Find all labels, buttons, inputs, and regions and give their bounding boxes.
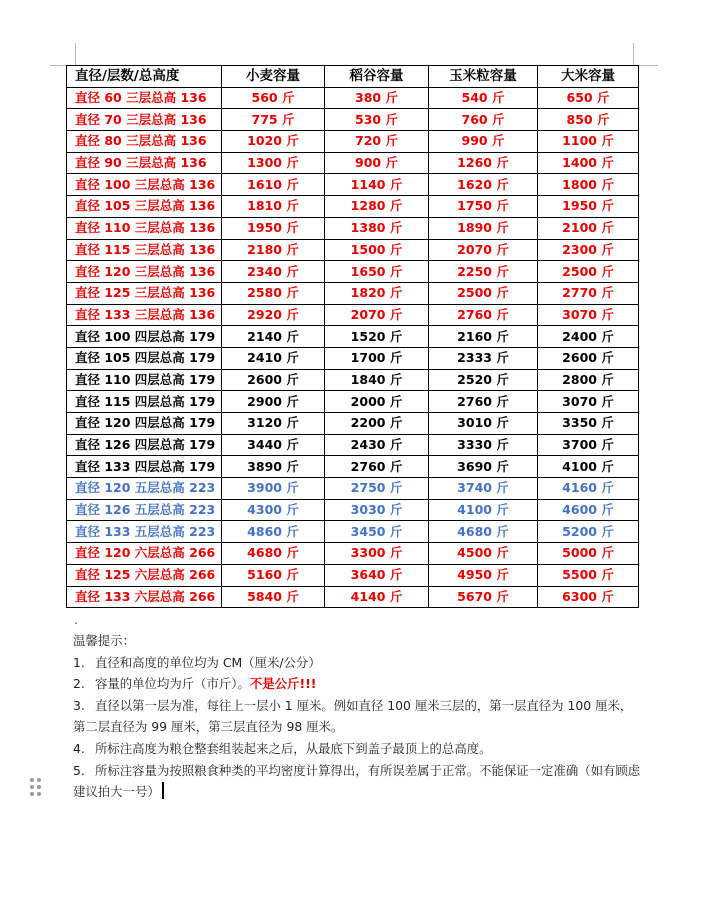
table-row (67, 326, 639, 348)
capacity-cell: 540 斤 (429, 87, 538, 109)
capacity-cell: 3640 斤 (325, 564, 429, 586)
capacity-cell: 4950 斤 (429, 564, 538, 586)
table-row (67, 369, 639, 391)
capacity-cell: 2140 斤 (222, 326, 325, 348)
table-row (67, 109, 639, 131)
capacity-cell: 560 斤 (222, 87, 325, 109)
capacity-cell: 650 斤 (538, 87, 639, 109)
table-row (67, 434, 639, 456)
table-row (67, 87, 639, 109)
capacity-cell: 3450 斤 (325, 521, 429, 543)
capacity-cell: 2400 斤 (538, 326, 639, 348)
capacity-cell: 2333 斤 (429, 347, 538, 369)
capacity-cell: 3070 斤 (538, 304, 639, 326)
tip-number: 5. (73, 762, 85, 778)
capacity-cell: 6300 斤 (538, 586, 639, 608)
tip-text: 直径以第一层为准，每往上一层小 1 厘米。例如直径 100 厘米三层的，第一层直径为 100 厘米，第二层直径为 99 厘米，第三层直径为 98 厘米。 (73, 697, 633, 735)
spec-cell: 直径 110 四层总高 179 (67, 369, 222, 391)
capacity-cell: 2200 斤 (325, 413, 429, 435)
spec-cell: 直径 125 六层总高 266 (67, 564, 222, 586)
table-row (67, 347, 639, 369)
capacity-cell: 4100 斤 (538, 456, 639, 478)
capacity-cell: 1810 斤 (222, 196, 325, 218)
capacity-cell: 4600 斤 (538, 499, 639, 521)
capacity-cell: 2250 斤 (429, 261, 538, 283)
tip-text: 容量的单位均为斤（市斤）。 (95, 676, 250, 692)
spec-cell: 直径 133 五层总高 223 (67, 521, 222, 543)
capacity-cell: 1620 斤 (429, 174, 538, 196)
capacity-cell: 3120 斤 (222, 413, 325, 435)
table-row (67, 196, 639, 218)
table-row (67, 261, 639, 283)
capacity-cell: 1400 斤 (538, 152, 639, 174)
spec-cell: 直径 133 四层总高 179 (67, 456, 222, 478)
capacity-cell: 1260 斤 (429, 152, 538, 174)
spec-cell: 直径 110 三层总高 136 (67, 217, 222, 239)
capacity-cell: 1380 斤 (325, 217, 429, 239)
capacity-cell: 1950 斤 (222, 217, 325, 239)
table-row (67, 478, 639, 500)
capacity-cell: 5670 斤 (429, 586, 538, 608)
table-row (67, 217, 639, 239)
capacity-table (66, 65, 639, 608)
capacity-cell: 2500 斤 (429, 282, 538, 304)
capacity-cell: 3740 斤 (429, 478, 538, 500)
capacity-cell: 2760 斤 (429, 304, 538, 326)
capacity-cell: 760 斤 (429, 109, 538, 131)
capacity-cell: 990 斤 (429, 131, 538, 153)
capacity-cell: 2180 斤 (222, 239, 325, 261)
capacity-cell: 3330 斤 (429, 434, 538, 456)
header-cell: 大米容量 (538, 66, 639, 88)
tip-item-2 (73, 673, 643, 695)
table-row (67, 499, 639, 521)
table-row (67, 304, 639, 326)
table-header-row (67, 66, 639, 88)
table-row (67, 131, 639, 153)
capacity-cell: 1950 斤 (538, 196, 639, 218)
spec-cell: 直径 60 三层总高 136 (67, 87, 222, 109)
capacity-cell: 2340 斤 (222, 261, 325, 283)
capacity-cell: 5000 斤 (538, 543, 639, 565)
capacity-cell: 1700 斤 (325, 347, 429, 369)
spec-cell: 直径 105 三层总高 136 (67, 196, 222, 218)
table-row (67, 152, 639, 174)
capacity-cell: 2580 斤 (222, 282, 325, 304)
capacity-cell: 1020 斤 (222, 131, 325, 153)
capacity-cell: 2070 斤 (325, 304, 429, 326)
header-cell: 玉米粒容量 (429, 66, 538, 88)
capacity-cell: 2770 斤 (538, 282, 639, 304)
capacity-cell: 1520 斤 (325, 326, 429, 348)
tip-item-4 (73, 738, 643, 760)
spec-cell: 直径 115 四层总高 179 (67, 391, 222, 413)
capacity-cell: 530 斤 (325, 109, 429, 131)
tip-number: 4. (73, 740, 85, 756)
tip-warning: 不是公斤!!! (249, 676, 317, 692)
capacity-cell: 4140 斤 (325, 586, 429, 608)
empty-paragraph-mark: . (74, 613, 78, 627)
table-row (67, 413, 639, 435)
table-row (67, 521, 639, 543)
spec-cell: 直径 120 五层总高 223 (67, 478, 222, 500)
header-cell: 直径/层数/总高度 (67, 66, 222, 88)
capacity-cell: 5160 斤 (222, 564, 325, 586)
tip-text: 所标注容量为按照粮食种类的平均密度计算得出，有所误差属于正常。不能保证一定准确（如有顾虑建议拍大一号） (73, 762, 641, 800)
capacity-cell: 2430 斤 (325, 434, 429, 456)
tip-item-1 (73, 652, 643, 674)
tip-text: 所标注高度为粮仓整套组装起来之后，从最底下到盖子最顶上的总高度。 (95, 740, 492, 756)
capacity-cell: 2500 斤 (538, 261, 639, 283)
capacity-cell: 1800 斤 (538, 174, 639, 196)
capacity-cell: 2100 斤 (538, 217, 639, 239)
tip-text: 直径和高度的单位均为 CM（厘米/公分） (95, 654, 321, 670)
spec-cell: 直径 125 三层总高 136 (67, 282, 222, 304)
table-row (67, 564, 639, 586)
capacity-cell: 3010 斤 (429, 413, 538, 435)
tip-item-5 (73, 760, 643, 803)
capacity-cell: 3700 斤 (538, 434, 639, 456)
capacity-cell: 775 斤 (222, 109, 325, 131)
tips-section (73, 630, 643, 803)
capacity-cell: 720 斤 (325, 131, 429, 153)
spec-cell: 直径 105 四层总高 179 (67, 347, 222, 369)
capacity-cell: 5500 斤 (538, 564, 639, 586)
capacity-cell: 2920 斤 (222, 304, 325, 326)
table-row (67, 239, 639, 261)
capacity-cell: 1840 斤 (325, 369, 429, 391)
spec-cell: 直径 90 三层总高 136 (67, 152, 222, 174)
capacity-cell: 3690 斤 (429, 456, 538, 478)
margin-guide-left (75, 43, 76, 65)
capacity-cell: 3350 斤 (538, 413, 639, 435)
capacity-cell: 4680 斤 (222, 543, 325, 565)
spec-cell: 直径 126 四层总高 179 (67, 434, 222, 456)
capacity-cell: 3890 斤 (222, 456, 325, 478)
capacity-cell: 2160 斤 (429, 326, 538, 348)
capacity-cell: 4860 斤 (222, 521, 325, 543)
capacity-cell: 2600 斤 (222, 369, 325, 391)
spec-cell: 直径 120 六层总高 266 (67, 543, 222, 565)
tip-item-3 (73, 695, 643, 738)
capacity-cell: 1750 斤 (429, 196, 538, 218)
capacity-cell: 1890 斤 (429, 217, 538, 239)
capacity-cell: 2760 斤 (429, 391, 538, 413)
capacity-cell: 3900 斤 (222, 478, 325, 500)
spec-cell: 直径 126 五层总高 223 (67, 499, 222, 521)
capacity-cell: 1650 斤 (325, 261, 429, 283)
header-cell: 稻谷容量 (325, 66, 429, 88)
text-cursor (162, 782, 164, 799)
tip-number: 3. (73, 697, 85, 713)
capacity-cell: 5840 斤 (222, 586, 325, 608)
capacity-cell: 1500 斤 (325, 239, 429, 261)
table-body (67, 87, 639, 608)
capacity-cell: 1820 斤 (325, 282, 429, 304)
capacity-cell: 4500 斤 (429, 543, 538, 565)
margin-guide-right (633, 43, 634, 65)
table-row (67, 543, 639, 565)
capacity-cell: 1300 斤 (222, 152, 325, 174)
capacity-cell: 4160 斤 (538, 478, 639, 500)
capacity-cell: 1280 斤 (325, 196, 429, 218)
capacity-cell: 2070 斤 (429, 239, 538, 261)
spec-cell: 直径 100 三层总高 136 (67, 174, 222, 196)
spec-cell: 直径 100 四层总高 179 (67, 326, 222, 348)
capacity-cell: 1610 斤 (222, 174, 325, 196)
capacity-cell: 4100 斤 (429, 499, 538, 521)
table-row (67, 282, 639, 304)
spec-cell: 直径 80 三层总高 136 (67, 131, 222, 153)
table-row (67, 391, 639, 413)
capacity-cell: 2900 斤 (222, 391, 325, 413)
capacity-cell: 380 斤 (325, 87, 429, 109)
spec-cell: 直径 133 三层总高 136 (67, 304, 222, 326)
capacity-cell: 5200 斤 (538, 521, 639, 543)
capacity-cell: 2000 斤 (325, 391, 429, 413)
capacity-cell: 2760 斤 (325, 456, 429, 478)
tips-title: 温馨提示： (73, 633, 135, 648)
table-row (67, 586, 639, 608)
capacity-cell: 1100 斤 (538, 131, 639, 153)
capacity-cell: 2600 斤 (538, 347, 639, 369)
table-row (67, 174, 639, 196)
spec-cell: 直径 70 三层总高 136 (67, 109, 222, 131)
capacity-cell: 1140 斤 (325, 174, 429, 196)
capacity-cell: 850 斤 (538, 109, 639, 131)
capacity-cell: 3300 斤 (325, 543, 429, 565)
drag-handle-icon[interactable] (30, 778, 42, 798)
spec-cell: 直径 120 四层总高 179 (67, 413, 222, 435)
capacity-cell: 2750 斤 (325, 478, 429, 500)
capacity-cell: 3440 斤 (222, 434, 325, 456)
table-row (67, 456, 639, 478)
spec-cell: 直径 133 六层总高 266 (67, 586, 222, 608)
capacity-cell: 3030 斤 (325, 499, 429, 521)
capacity-cell: 3070 斤 (538, 391, 639, 413)
capacity-cell: 4300 斤 (222, 499, 325, 521)
capacity-cell: 2410 斤 (222, 347, 325, 369)
capacity-cell: 900 斤 (325, 152, 429, 174)
header-cell: 小麦容量 (222, 66, 325, 88)
spec-cell: 直径 115 三层总高 136 (67, 239, 222, 261)
capacity-cell: 2800 斤 (538, 369, 639, 391)
capacity-cell: 4680 斤 (429, 521, 538, 543)
spec-cell: 直径 120 三层总高 136 (67, 261, 222, 283)
capacity-cell: 2300 斤 (538, 239, 639, 261)
tip-number: 2. (73, 676, 85, 692)
tip-number: 1. (73, 654, 85, 670)
capacity-cell: 2520 斤 (429, 369, 538, 391)
